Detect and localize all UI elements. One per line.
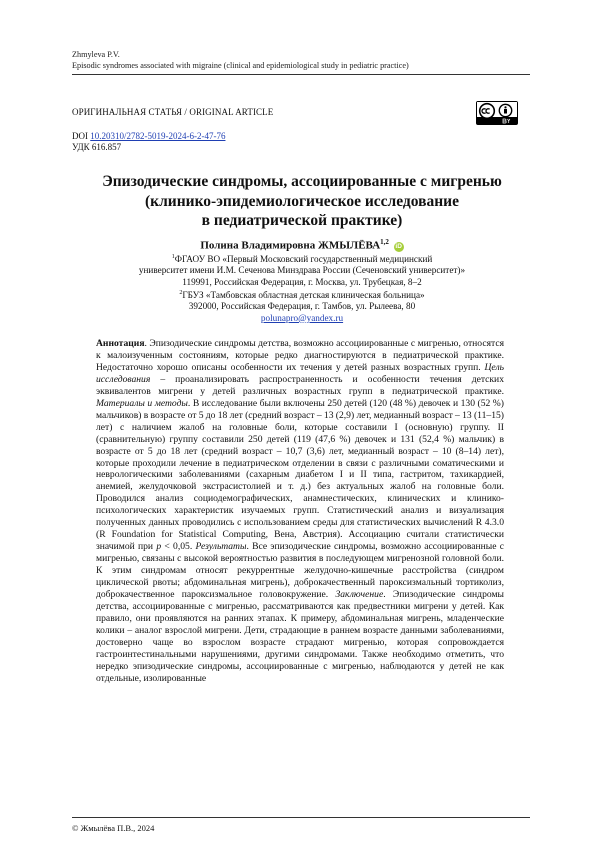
abstract-results-label: Результаты bbox=[195, 541, 247, 553]
abstract-text: . Все эпизодические синдромы, возможно ассоциированные с мигренью, связаны с высокой вероятностью развития в последующем мигренозной головной боли. К этим синдромам относят рекуррентные желудочно-кишечные расстройства (синдром циклической рвоты; абдоминальная мигрень), доброкачественный пароксизмальный тортиколиз, доброкачественное пароксизмальное головокружение. bbox=[96, 541, 504, 601]
abstract-text: . Эпизодические синдромы детства, ассоциированные с мигренью, рассматриваются как предвестники мигрени у детей. Как правило, они проявляются на ранних этапах. К примеру, абдоминальная мигрень, младенческие колики – аналог взрослой мигрени. Дети, страдающие в раннем возрасте данными заболеваниями, достоверно чаще во взрослом возрасте страдают мигренью, которая сопровождается гастроинтестинальными нарушениями, другими синдромами. Также необходимо отметить, что нередко эпизодические синдромы, ассоциированные с мигренью, наблюдаются у детей не как отдельные, изолированные bbox=[96, 589, 504, 684]
doi-link[interactable]: 10.20310/2782-5019-2024-6-2-47-76 bbox=[90, 131, 226, 141]
affiliations bbox=[72, 252, 532, 324]
affiliation-text: 392000, Российская Федерация, г. Тамбов, ул. Рылеева, 80 bbox=[188, 301, 416, 312]
running-head-author: Zhmyleva P.V. bbox=[72, 50, 120, 59]
author-line bbox=[72, 238, 532, 252]
by-person-icon bbox=[499, 104, 511, 116]
affiliation-line bbox=[72, 265, 532, 276]
affiliation-line bbox=[72, 252, 532, 265]
author-email-line bbox=[72, 313, 532, 324]
title-line: в педиатрической практике) bbox=[201, 212, 403, 229]
abstract-text: . В исследование были включены 250 детей (120 (48 %) девочек и 130 (52 %) мальчиков) в возрасте от 5 до 18 лет (средний возраст – 13 (2,9) лет, медианный возраст – 13 (11–15) лет) с наличием жалоб на головные боли, которые составили I (основную) группу. II (сравнительную) группу составили 250 детей (119 (47,6 %) девочек и 131 (52,4 %) мальчик) в возрасте от 5 до 18 лет (средний возраст – 10,7 (3,6) лет, медианный возраст – 10 (8–14) лет), которые проходили лечение в педиатрическом отделении в связи с различными соматическими и неврологическими заболеваниями (сахарным диабетом I и II типа, гастритом, тахикардией, анемией, желудочковой экстрасистолией и т. д.) без актуальных жалоб на головные боли. Проводился анализ социодемографических, анамнестических, клинических и клинико-психологических характеристик изучаемых групп. Статистический анализ и визуализация полученных данных проводились с использованием среды для статистических вычислений R 4.3.0 (R Foundation for Statistical Computing, Вена, Австрия). Ассоциацию считали статистически значимой при bbox=[96, 397, 504, 553]
affiliation-text: университет имени И.М. Сеченова Минздрава России (Сеченовский университет)» bbox=[138, 265, 466, 276]
affiliation-mark: 1 bbox=[171, 254, 175, 260]
copyright-footer: © Жмылёва П.В., 2024 bbox=[72, 823, 155, 833]
article-title bbox=[72, 172, 532, 231]
abstract-conclusion-label: Заключение bbox=[335, 589, 384, 601]
title-line: Эпизодические синдромы, ассоциированные с мигренью bbox=[102, 173, 502, 190]
abstract-text: . Эпизодические синдромы детства, возможно ассоциированные с мигренью, относятся к малоизученным состояниям, которые редко диагностируются в педиатрической практике. Недостаточно хорошо описаны особенности их течения у детей разных возрастных групп. bbox=[96, 338, 504, 373]
abstract-text: – проанализировать распространенность и особенности течения детских эквивалентов мигрени у детей различных возрастных групп в педиатрической практике. bbox=[96, 373, 504, 397]
affiliation-line bbox=[72, 288, 532, 301]
footer-divider bbox=[72, 817, 530, 818]
abstract-label: Аннотация bbox=[96, 338, 145, 349]
abstract bbox=[96, 338, 504, 685]
article-type: ОРИГИНАЛЬНАЯ СТАТЬЯ / ORIGINAL ARTICLE bbox=[72, 107, 274, 117]
doi-label: DOI bbox=[72, 131, 88, 141]
cc-icon bbox=[480, 104, 495, 119]
author-name: Полина Владимировна ЖМЫЛЁВА bbox=[200, 239, 381, 252]
author-affiliation-marks: 1,2 bbox=[380, 238, 389, 246]
abstract-methods-label: Материалы и методы bbox=[96, 397, 188, 409]
affiliation-text: ФГАОУ ВО «Первый Московский государственный медицинский bbox=[174, 254, 433, 265]
affiliation-text: ГБУЗ «Тамбовская областная детская клиническая больница» bbox=[182, 290, 425, 301]
abstract-text: < 0,05. bbox=[161, 541, 196, 553]
udk-code: УДК 616.857 bbox=[72, 142, 122, 152]
running-head bbox=[72, 50, 542, 71]
author-email-link[interactable]: polunapro@yandex.ru bbox=[260, 312, 344, 323]
affiliation-line bbox=[72, 277, 532, 288]
affiliation-line bbox=[72, 301, 532, 312]
doi-line bbox=[72, 131, 225, 141]
abstract-aim-label: Цель исследования bbox=[96, 361, 504, 385]
title-line: (клинико-эпидемиологическое исследование bbox=[145, 192, 459, 210]
cc-by-license-badge[interactable] bbox=[476, 101, 518, 125]
running-head-title: Episodic syndromes associated with migraine (clinical and epidemiological study in pediatric practice) bbox=[72, 60, 409, 70]
header-divider bbox=[72, 74, 530, 75]
p-value-symbol: p bbox=[156, 541, 162, 553]
affiliation-text: 119991, Российская Федерация, г. Москва, ул. Трубецкая, 8–2 bbox=[182, 276, 422, 287]
affiliation-mark: 2 bbox=[179, 289, 183, 296]
orcid-icon[interactable]: iD bbox=[395, 242, 402, 250]
